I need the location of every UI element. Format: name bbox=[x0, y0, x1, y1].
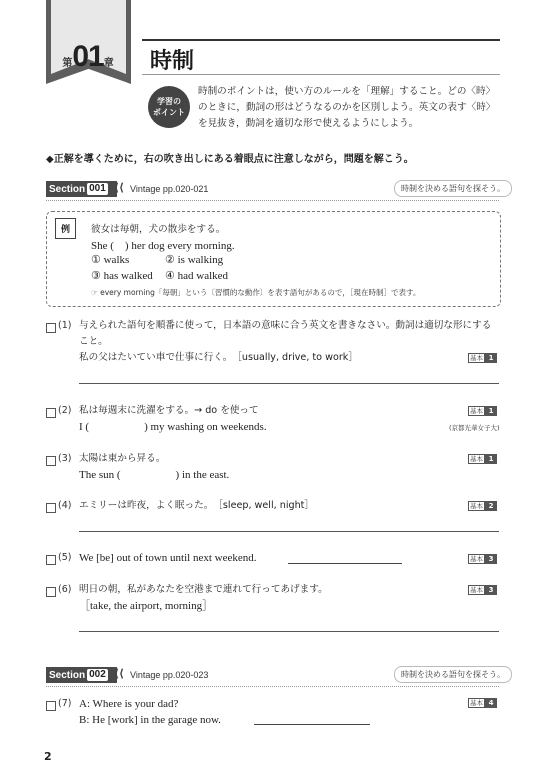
level-badge bbox=[468, 698, 497, 708]
level-badge bbox=[468, 585, 497, 595]
badge-label: 基本 bbox=[470, 502, 483, 510]
checkbox[interactable] bbox=[46, 456, 56, 466]
question-number: (3) bbox=[58, 453, 72, 464]
example-english: She ( ) her dog every morning. bbox=[91, 240, 235, 252]
badge-label: 基本 bbox=[470, 555, 483, 563]
question-number: (5) bbox=[58, 552, 72, 563]
answer-line[interactable] bbox=[79, 383, 499, 384]
question-number: (2) bbox=[58, 405, 72, 416]
example-japanese: 彼女は毎朝，犬の散歩をする。 bbox=[91, 224, 226, 235]
question-number: (1) bbox=[58, 320, 72, 331]
badge-line1: 学習の bbox=[157, 97, 181, 106]
question-text: 私の父はたいてい車で仕事に行く。 ［usually, drive, to work］ bbox=[79, 352, 358, 363]
chapter-num: 01 bbox=[72, 40, 104, 73]
section-divider bbox=[46, 200, 499, 201]
level-badge bbox=[468, 501, 497, 511]
badge-label: 基本 bbox=[470, 455, 483, 463]
example-choice-4: ④ had walked bbox=[165, 270, 229, 282]
badge-number: 3 bbox=[485, 554, 497, 564]
question-english: ［take, the airport, morning］ bbox=[79, 600, 214, 612]
badge-label: 基本 bbox=[470, 407, 483, 415]
level-badge bbox=[468, 353, 497, 363]
question-number: (4) bbox=[58, 500, 72, 511]
answer-blank[interactable] bbox=[254, 724, 370, 725]
question-english: The sun ( ) in the east. bbox=[79, 469, 230, 481]
title-underline bbox=[142, 74, 500, 75]
chapter-title: 時制 bbox=[150, 49, 195, 74]
title-rule bbox=[142, 39, 500, 41]
level-badge bbox=[468, 454, 497, 464]
question-english: I ( ) my washing on weekends. bbox=[79, 421, 267, 433]
checkbox[interactable] bbox=[46, 587, 56, 597]
chapter-suffix: 章 bbox=[103, 58, 114, 69]
chapter-number bbox=[53, 40, 123, 74]
chevron-icon: ⟨⟨ bbox=[114, 181, 125, 194]
badge-number: 1 bbox=[485, 454, 497, 464]
badge-label: 基本 bbox=[470, 354, 483, 362]
section-tag bbox=[46, 181, 117, 197]
vintage-ref: Vintage pp.020-021 bbox=[130, 184, 209, 194]
badge-number: 4 bbox=[485, 698, 497, 708]
answer-line[interactable] bbox=[79, 531, 499, 532]
answer-line[interactable] bbox=[79, 631, 499, 632]
source-citation: (京都光華女子大) bbox=[449, 424, 500, 432]
example-note: ☞ every morning「毎朝」という〔習慣的な動作〕を表す語句があるので，［現在時制］で表す。 bbox=[91, 288, 421, 297]
learning-point-text: 時制のポイントは，使い方のルールを「理解」すること。どの〈時〉のときに，動詞の形はどうなるのかを区別しよう。英文の表す〈時〉を見抜き，動詞を適切な形で使えるようにしよう。 bbox=[198, 86, 496, 129]
example-choice-2: ② is walking bbox=[165, 254, 224, 266]
example-choice-3: ③ has walked bbox=[91, 270, 153, 282]
section-divider bbox=[46, 686, 499, 687]
chevron-icon: ⟨⟨ bbox=[114, 667, 125, 680]
question-text: 私は毎週末に洗濯をする。→ do を使って bbox=[79, 405, 259, 416]
learning-point-badge bbox=[148, 86, 190, 128]
instruction-text: ◆正解を導くために，右の吹き出しにある着眼点に注意しながら，問題を解こう。 bbox=[46, 154, 414, 165]
section-number: 002 bbox=[89, 669, 106, 680]
badge-number: 1 bbox=[485, 406, 497, 416]
section-tag bbox=[46, 667, 117, 683]
checkbox[interactable] bbox=[46, 408, 56, 418]
badge-number: 2 bbox=[485, 501, 497, 511]
badge-label: 基本 bbox=[470, 586, 483, 594]
question-english: B: He [work] in the garage now. bbox=[79, 714, 221, 726]
question-number: (7) bbox=[58, 698, 72, 709]
badge-line2: ポイント bbox=[153, 108, 185, 117]
example-choice-1: ① walks bbox=[91, 254, 130, 266]
checkbox[interactable] bbox=[46, 701, 56, 711]
section-label: Section bbox=[49, 669, 86, 681]
badge-label: 基本 bbox=[470, 699, 483, 707]
hint-bubble: 時制を決める語句を探そう。 bbox=[394, 180, 512, 197]
question-number: (6) bbox=[58, 584, 72, 595]
answer-blank[interactable] bbox=[288, 563, 402, 564]
section-label: Section bbox=[49, 183, 86, 195]
checkbox[interactable] bbox=[46, 555, 56, 565]
question-text: 与えられた語句を順番に使って，日本語の意味に合う英文を書きなさい。動詞は適切な形にすること。 bbox=[79, 320, 492, 347]
chapter-prefix: 第 bbox=[62, 58, 73, 69]
badge-number: 1 bbox=[485, 353, 497, 363]
question-text: 明日の朝，私があなたを空港まで連れて行ってあげます。 bbox=[79, 584, 328, 595]
vintage-ref: Vintage pp.020-023 bbox=[130, 670, 209, 680]
section-number: 001 bbox=[89, 183, 106, 194]
question-english: We [be] out of town until next weekend. bbox=[79, 552, 257, 564]
badge-number: 3 bbox=[485, 585, 497, 595]
question-text: エミリーは昨夜，よく眠った。 ［sleep, well, night］ bbox=[79, 500, 315, 511]
example-label: 例 bbox=[55, 218, 76, 239]
hint-bubble: 時制を決める語句を探そう。 bbox=[394, 666, 512, 683]
level-badge bbox=[468, 406, 497, 416]
question-text: 太陽は東から昇る。 bbox=[79, 453, 166, 464]
level-badge bbox=[468, 554, 497, 564]
question-english: A: Where is your dad? bbox=[79, 698, 179, 710]
checkbox[interactable] bbox=[46, 503, 56, 513]
page-number: 2 bbox=[44, 750, 52, 763]
checkbox[interactable] bbox=[46, 323, 56, 333]
